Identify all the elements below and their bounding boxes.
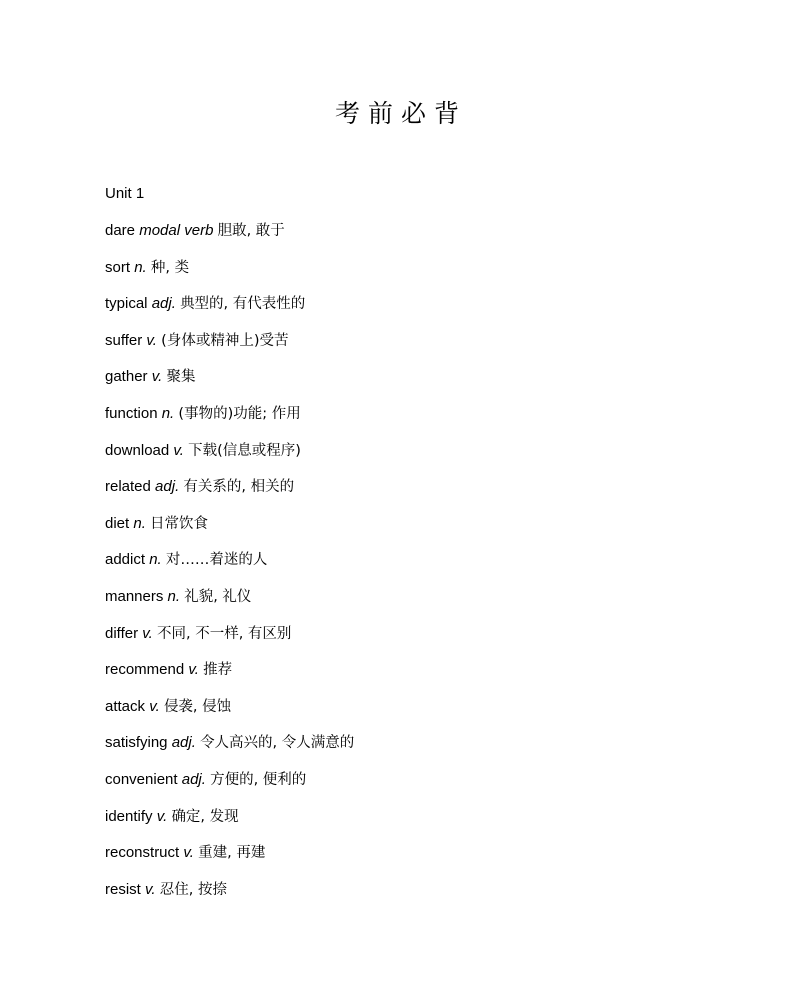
part-of-speech: adj.	[171, 734, 196, 752]
part-of-speech: v.	[188, 661, 199, 679]
vocab-entry	[105, 221, 354, 258]
vocab-word: related	[105, 478, 151, 496]
vocab-word: dare	[105, 222, 136, 239]
vocab-meaning: 聚集	[166, 369, 196, 386]
vocab-meaning: 下载(信息或程序)	[188, 442, 301, 459]
vocab-entry	[105, 550, 354, 587]
vocab-meaning: 对……着迷的人	[165, 552, 268, 569]
unit-heading: Unit 1	[105, 185, 145, 202]
vocab-meaning: 胆敢, 敢于	[217, 223, 285, 239]
vocab-entry	[105, 477, 354, 514]
part-of-speech: v.	[173, 441, 184, 459]
page-title: 考前必背	[334, 99, 467, 128]
vocab-word: identify	[105, 807, 153, 825]
part-of-speech: v.	[151, 368, 163, 386]
part-of-speech: adj.	[155, 478, 180, 496]
vocab-entry	[105, 441, 354, 478]
vocab-entry	[105, 733, 354, 770]
vocab-meaning: 种, 类	[150, 259, 190, 276]
vocab-meaning: 有关系的, 相关的	[183, 479, 295, 496]
vocab-word: manners	[105, 587, 164, 605]
vocab-word: satisfying	[105, 734, 168, 752]
vocab-entry	[105, 404, 354, 441]
vocab-word: diet	[105, 514, 130, 532]
vocab-entry	[105, 770, 354, 807]
vocab-meaning: 重建, 再建	[198, 845, 266, 862]
vocab-meaning: 确定, 发现	[171, 808, 239, 825]
vocab-entry	[105, 660, 354, 697]
vocab-word: attack	[105, 697, 146, 715]
vocabulary-list	[105, 221, 354, 916]
vocab-word: recommend	[105, 661, 185, 679]
part-of-speech: v.	[142, 624, 153, 642]
vocab-word: reconstruct	[105, 844, 180, 862]
part-of-speech: v.	[183, 844, 194, 862]
part-of-speech: n.	[149, 551, 162, 569]
vocab-word: differ	[105, 624, 139, 642]
vocab-entry	[105, 367, 354, 404]
vocab-entry	[105, 514, 354, 551]
vocab-meaning: 不同, 不一样, 有区别	[156, 625, 292, 642]
part-of-speech: v.	[156, 807, 168, 825]
vocab-entry	[105, 697, 354, 734]
vocab-meaning: (事物的)功能; 作用	[178, 405, 301, 422]
vocab-meaning: 方便的, 便利的	[210, 771, 307, 788]
part-of-speech: n.	[161, 404, 175, 422]
vocab-meaning: 典型的, 有代表性的	[180, 296, 306, 313]
part-of-speech: adj.	[181, 770, 206, 788]
part-of-speech: adj.	[151, 295, 176, 313]
part-of-speech: n.	[134, 258, 147, 276]
part-of-speech: v.	[145, 880, 156, 898]
vocab-meaning: 礼貌, 礼仪	[184, 588, 252, 605]
vocab-meaning: 忍住, 按捺	[159, 881, 227, 898]
vocab-meaning: 令人高兴的, 令人满意的	[200, 735, 355, 752]
vocab-meaning: 推荐	[203, 662, 233, 679]
vocab-entry	[105, 331, 354, 368]
vocab-entry	[105, 587, 354, 624]
part-of-speech: v.	[149, 697, 160, 715]
vocab-word: convenient	[105, 770, 178, 788]
vocab-word: gather	[105, 368, 148, 386]
vocab-entry	[105, 624, 354, 661]
vocab-meaning: 日常饮食	[150, 515, 209, 532]
part-of-speech: modal verb	[139, 222, 214, 239]
part-of-speech: n.	[167, 587, 181, 605]
vocab-word: typical	[105, 295, 148, 313]
vocab-word: sort	[105, 258, 131, 276]
vocab-word: addict	[105, 551, 146, 569]
vocab-entry	[105, 807, 354, 844]
vocab-word: suffer	[105, 331, 143, 349]
vocab-word: function	[105, 404, 158, 422]
vocab-meaning: 侵袭, 侵蚀	[163, 698, 232, 715]
vocab-entry	[105, 880, 354, 917]
vocab-word: resist	[105, 880, 141, 898]
part-of-speech: n.	[133, 514, 146, 532]
vocab-meaning: (身体或精神上)受苦	[161, 332, 289, 349]
part-of-speech: v.	[146, 331, 157, 349]
vocab-entry	[105, 294, 354, 331]
vocab-entry	[105, 258, 354, 295]
vocab-entry	[105, 843, 354, 880]
vocab-word: download	[105, 441, 170, 459]
